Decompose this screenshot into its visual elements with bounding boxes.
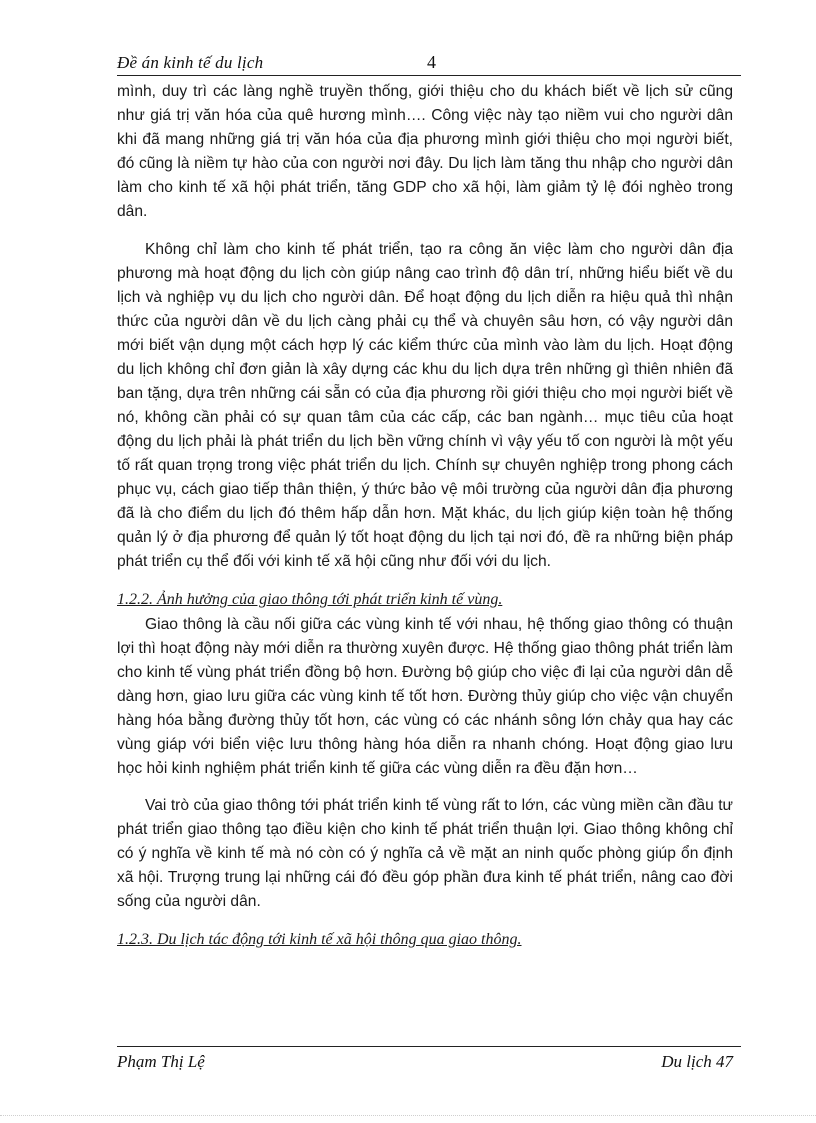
section-heading-1-2-3: 1.2.3. Du lịch tác động tới kinh tế xã hội thông qua giao thông. — [117, 931, 522, 948]
document-title: Đề án kinh tế du lịch — [117, 53, 264, 72]
paragraph-continued: mình, duy trì các làng nghề truyền thống, giới thiệu cho du khách biết về lịch sử cũng như giá trị văn hóa của quê hương mình…. Công việc này tạo niềm vui cho người dân khi đã mang những giá trị văn hóa của địa phương mình giới thiệu cho mọi người biết, đó cũng là niềm tự hào của con người nơi đây. Du lịch làm tăng thu nhập cho người dân làm cho kinh tế xã hội phát triển, tăng GDP cho xã hội, làm giảm tỷ lệ đói nghèo trong dân. — [117, 83, 733, 220]
author-name: Phạm Thị Lệ — [117, 1052, 205, 1071]
paragraph-tourism-knowledge: Không chỉ làm cho kinh tế phát triển, tạo ra công ăn việc làm cho người dân địa phương mà hoạt động du lịch còn giúp nâng cao trình độ dân trí, những hiểu biết về du lịch và nghiệp vụ du lịch cho người dân. Để hoạt động du lịch diễn ra hiệu quả thì nhận thức của người dân về du lịch càng phải cụ thể và chuyên sâu hơn, có vậy người dân mới biết vận dụng một cách hợp lý các kiểm thức của mình vào làm du lịch. Hoạt động du lịch không chỉ đơn giản là xây dựng các khu du lịch dựa trên những gì thiên nhiên đã ban tặng, dựa trên những cái sẵn có của địa phương rồi giới thiệu cho mọi người biết về nó, không cần phải có sự quan tâm của các cấp, các ban ngành… mục tiêu của hoạt động du lịch phải là phát triển du lịch bền vững chính vì vậy yếu tố con người là một yếu tố rất quan trọng trong việc phát triển du lịch. Chính sự chuyên nghiệp trong phong cách phục vụ, cách giao tiếp thân thiện, ý thức bảo vệ môi trường của người dân địa phương đã là cho điểm du lịch đó thêm hấp dẫn hơn. Mặt khác, du lịch giúp kiện toàn hệ thống quản lý ở địa phương để quản lý tốt hoạt động du lịch tại nơi đó, đề ra những biện pháp phát triển cụ thể đối với kinh tế xã hội cũng như đối với du lịch. — [117, 241, 733, 570]
page-header — [117, 53, 741, 76]
paragraph-transport-role: Vai trò của giao thông tới phát triển kinh tế vùng rất to lớn, các vùng miền cần đầu tư phát triển giao thông tạo điều kiện cho kinh tế phát triển thuận lợi. Giao thông không chỉ có ý nghĩa về kinh tế mà nó còn có ý nghĩa cả về mặt an ninh quốc phòng giúp ổn định xã hội. Trượng trung lại những cái đó đều góp phần đưa kinh tế phát triển, nâng cao đời sống của người dân. — [117, 797, 733, 910]
page-number: 4 — [427, 52, 436, 72]
document-body — [117, 80, 733, 953]
page-edge-divider — [0, 1115, 816, 1116]
paragraph-transport-bridge: Giao thông là cầu nối giữa các vùng kinh tế với nhau, hệ thống giao thông có thuận lợi thì hoạt động này mới diễn ra thường xuyên được. Hệ thống giao thông phát triển làm cho kinh tế vùng phát triển đồng bộ hơn. Đường bộ giúp cho việc đi lại của người dân dễ dàng hơn, giao lưu giữa các vùng kinh tế tốt hơn. Đường thủy giúp cho việc vận chuyển hàng hóa bằng đường thủy tốt hơn, các vùng có các nhánh sông lớn chảy qua hay các vùng giáp với biển việc lưu thông hàng hóa diễn ra nhanh chóng. Hoạt động giao lưu học hỏi kinh nghiệm phát triển kinh tế giữa các vùng diễn ra đều đặn hơn… — [117, 616, 733, 777]
course-label: Du lịch 47 — [661, 1052, 733, 1071]
section-heading-1-2-2: 1.2.2. Ảnh hưởng của giao thông tới phát triển kinh tế vùng. — [117, 591, 503, 608]
page-footer — [117, 1046, 741, 1077]
